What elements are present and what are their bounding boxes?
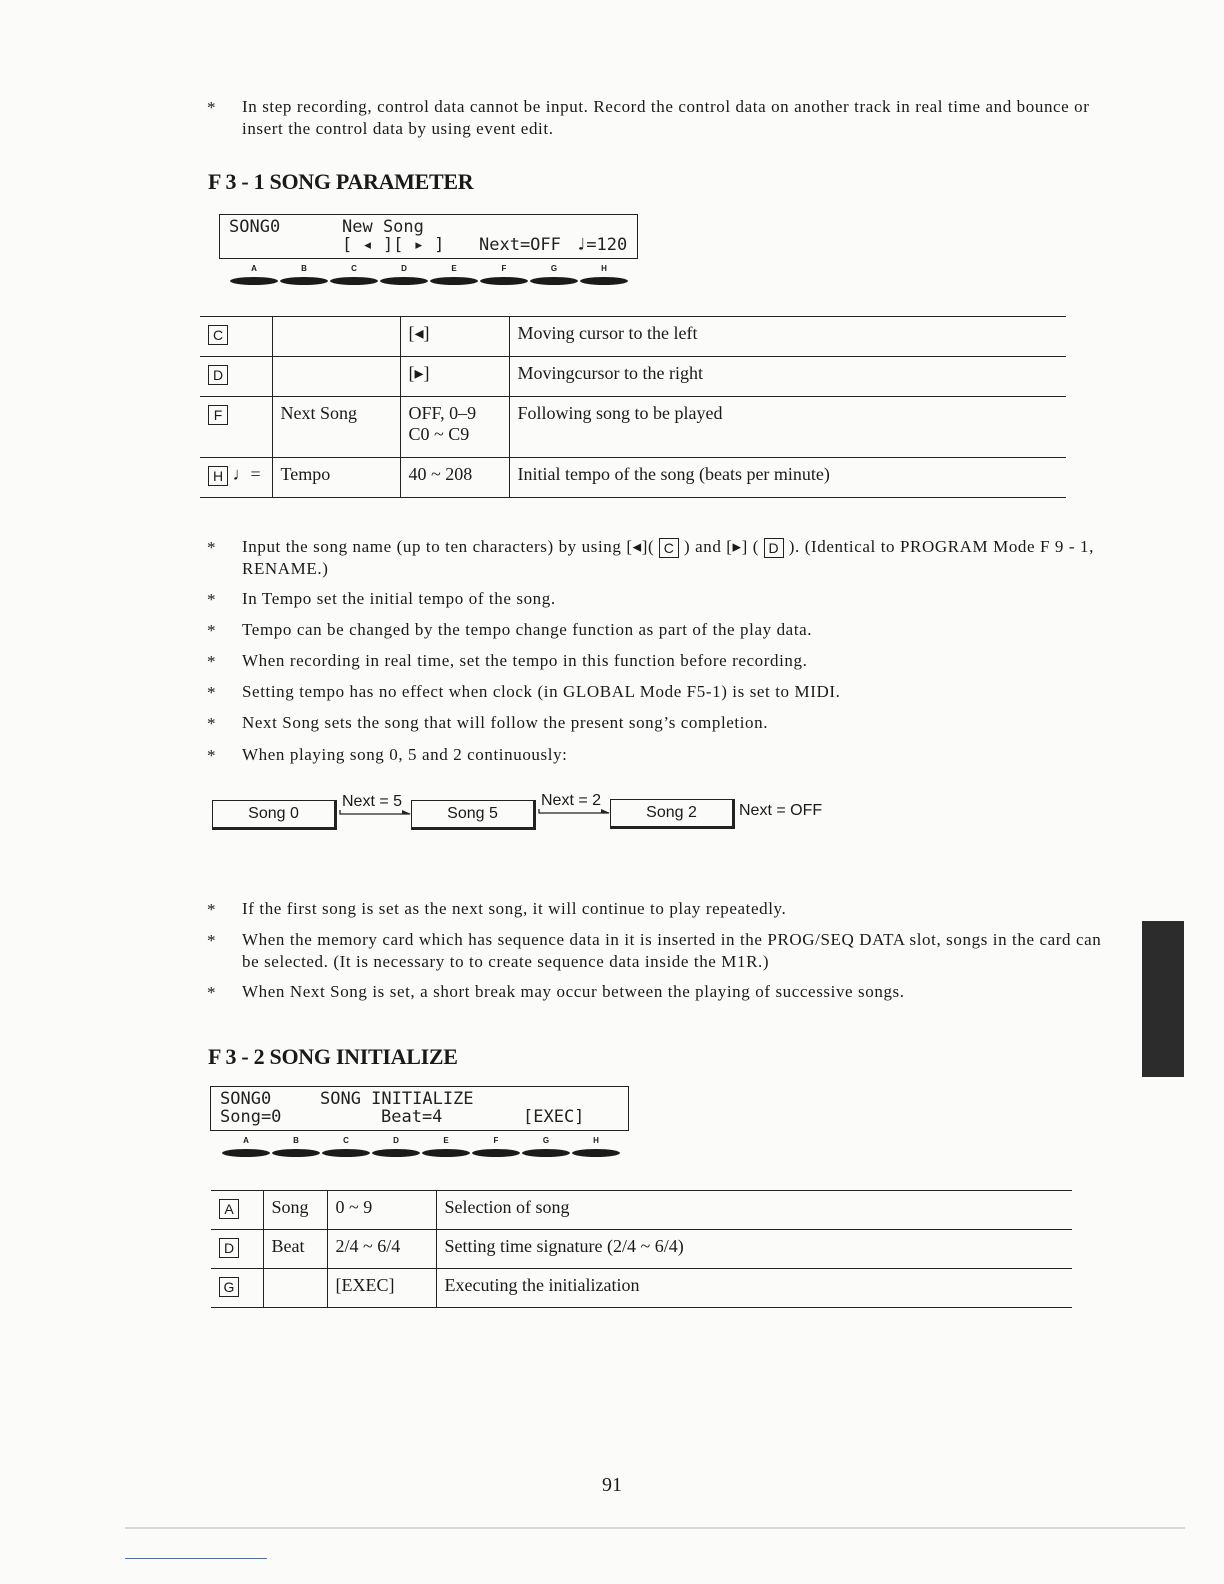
section-heading-song-initialize: F 3 - 2 SONG INITIALIZE bbox=[208, 1044, 458, 1069]
section-tab-marker bbox=[1142, 921, 1184, 1077]
param-range: 2/4 ~ 6/4 bbox=[327, 1230, 436, 1269]
lcd-song-number: SONG0 bbox=[229, 217, 281, 237]
section-heading-song-parameter: F 3 - 1 SONG PARAMETER bbox=[208, 169, 474, 194]
lcd-cursor-brackets: [ ◂ ][ ▸ ] bbox=[342, 235, 445, 255]
table-row bbox=[211, 1230, 1072, 1269]
flow-box-song-5: Song 5 bbox=[411, 800, 536, 830]
lcd-song-name: New Song bbox=[342, 217, 424, 237]
key-a-icon: A bbox=[219, 1199, 239, 1219]
param-name: Beat bbox=[263, 1230, 327, 1269]
param-range: 0 ~ 9 bbox=[327, 1191, 436, 1230]
lcd-next-value: Next=OFF bbox=[479, 235, 561, 255]
param-desc: Initial tempo of the song (beats per minute) bbox=[509, 458, 1066, 498]
flow-arrow-icon bbox=[336, 808, 416, 820]
param-desc: Executing the initialization bbox=[436, 1269, 1072, 1308]
lcd-display-song-initialize bbox=[210, 1086, 629, 1131]
bullet-star: * bbox=[207, 98, 217, 117]
key-c-icon: C bbox=[208, 325, 228, 345]
param-desc: Moving cursor to the left bbox=[509, 317, 1066, 357]
param-desc: Following song to be played bbox=[509, 397, 1066, 458]
key-h-icon: H bbox=[208, 466, 228, 486]
param-name bbox=[272, 357, 400, 397]
key-d-icon: D bbox=[208, 365, 228, 385]
page-bottom-rule bbox=[125, 1527, 1185, 1529]
page-edge-line bbox=[125, 1558, 267, 1559]
table-row bbox=[200, 317, 1066, 357]
lcd-song-select: Song=0 bbox=[220, 1107, 282, 1127]
flow-label-next-off: Next = OFF bbox=[739, 802, 823, 819]
flow-label-next-2: Next = 2 bbox=[541, 792, 602, 809]
param-name: Tempo bbox=[272, 458, 400, 498]
param-range: [▸] bbox=[400, 357, 509, 397]
param-desc: Setting time signature (2/4 ~ 6/4) bbox=[436, 1230, 1072, 1269]
flow-label-next-5: Next = 5 bbox=[342, 793, 403, 810]
lcd-display-song-parameter bbox=[219, 214, 638, 259]
table-row bbox=[211, 1191, 1072, 1230]
flow-box-song-2: Song 2 bbox=[610, 799, 735, 829]
param-range: 40 ~ 208 bbox=[400, 458, 509, 498]
table-row bbox=[200, 458, 1066, 498]
quarter-note-icon: ♩= bbox=[232, 464, 261, 484]
param-name bbox=[263, 1269, 327, 1308]
flow-box-song-0: Song 0 bbox=[212, 800, 337, 830]
key-g-icon: G bbox=[219, 1277, 239, 1297]
flow-arrow-icon bbox=[535, 807, 615, 819]
lcd-tempo-value: ♩=120 bbox=[576, 235, 628, 255]
song-parameter-table bbox=[200, 316, 1066, 498]
param-range: [EXEC] bbox=[327, 1269, 436, 1308]
param-range: OFF, 0–9 C0 ~ C9 bbox=[400, 397, 509, 458]
table-row bbox=[200, 357, 1066, 397]
table-row bbox=[211, 1269, 1072, 1308]
lcd-beat-value: Beat=4 bbox=[381, 1107, 443, 1127]
key-c-icon: C bbox=[659, 538, 679, 558]
song-initialize-table bbox=[211, 1190, 1072, 1308]
function-button-row: A B C D E F G H bbox=[230, 264, 630, 296]
table-row bbox=[200, 397, 1066, 458]
param-name: Next Song bbox=[272, 397, 400, 458]
page-number: 91 bbox=[602, 1474, 622, 1496]
lcd-exec: [EXEC] bbox=[523, 1107, 585, 1127]
param-desc: Movingcursor to the right bbox=[509, 357, 1066, 397]
next-song-flow-diagram bbox=[212, 790, 852, 840]
note-item: * Input the song name (up to ten characters) by using [◂]( C ) and [▸] ( D ). (Identical to PROGRAM Mode F 9 - 1, RENAME.) bbox=[207, 537, 1094, 579]
intro-note-text: In step recording, control data cannot be input. Record the control data on another track in real time and bounce or insert the control data by using event edit. bbox=[242, 97, 1090, 138]
param-name: Song bbox=[263, 1191, 327, 1230]
key-d-icon: D bbox=[219, 1238, 239, 1258]
param-desc: Selection of song bbox=[436, 1191, 1072, 1230]
key-d-icon: D bbox=[764, 538, 784, 558]
function-button-row: A B C D E F G H bbox=[222, 1136, 622, 1168]
key-f-icon: F bbox=[208, 405, 228, 425]
param-name bbox=[272, 317, 400, 357]
param-range: [◂] bbox=[400, 317, 509, 357]
lcd-function-name: SONG INITIALIZE bbox=[320, 1089, 474, 1109]
lcd-song-number: SONG0 bbox=[220, 1089, 272, 1109]
